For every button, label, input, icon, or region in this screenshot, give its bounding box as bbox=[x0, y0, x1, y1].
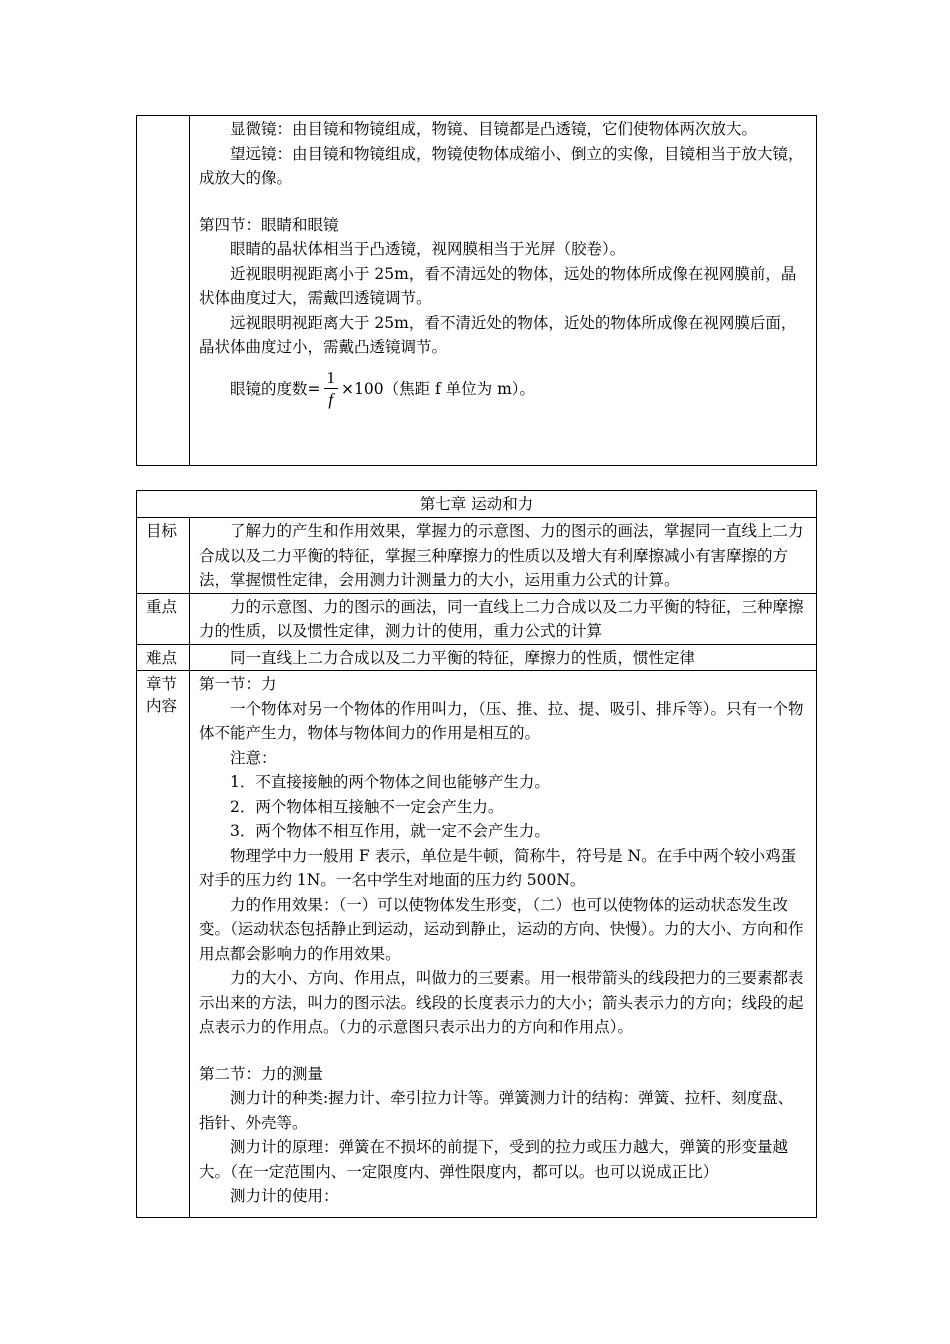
formula-denominator: f bbox=[328, 389, 334, 409]
goal-text: 了解力的产生和作用效果，掌握力的示意图、力的图示的画法，掌握同一直线上二力合成以及二力平衡的特征，掌握三种摩擦力的性质以及增大有利摩擦减小有害摩擦的方法，掌握惯性定律，会用测力计测量力的大小，运用重力公式的计算。 bbox=[199, 522, 804, 589]
paragraph: 眼睛的晶状体相当于凸透镜，视网膜相当于光屏（胶卷）。 bbox=[230, 240, 626, 258]
paragraph: 1．不直接接触的两个物体之间也能够产生力。 bbox=[230, 773, 550, 791]
optics-label-cell bbox=[137, 116, 190, 465]
paragraph: 力的作用效果：（一）可以使物体发生形变，（二）也可以使物体的运动状态发生改变。（运动状态包括静止到运动，运动到静止，运动的方向、快慢）。力的大小、方向和作用点都会影响力的作用效果。 bbox=[199, 895, 804, 963]
optics-row bbox=[137, 116, 816, 465]
hard-text: 同一直线上二力合成以及二力平衡的特征，摩擦力的性质，惯性定律 bbox=[230, 648, 696, 667]
paragraph: 远视眼明视距离大于 25m，看不清近处的物体，近处的物体所成像在视网膜后面，晶状体曲度过小，需戴凸透镜调节。 bbox=[199, 313, 797, 356]
paragraph: 测力计的种类:握力计、牵引拉力计等。弹簧测力计的结构：弹簧、拉杆、刻度盘、指针、外壳等。 bbox=[199, 1089, 794, 1132]
blank-line bbox=[199, 1040, 808, 1062]
goal-content bbox=[190, 518, 816, 593]
hard-label: 难点 bbox=[137, 645, 190, 671]
paragraph: 测力计的使用： bbox=[230, 1187, 339, 1205]
goal-label: 目标 bbox=[137, 518, 190, 593]
goal-row bbox=[137, 518, 816, 593]
paragraph: 力的大小、方向、作用点，叫做力的三要素。用一根带箭头的线段把力的三要素都表示出来的方法，叫力的图示法。线段的长度表示力的大小；箭头表示力的方向；线段的起点表示力的作用点。（力的示意图只表示出力的方向和作用点）。 bbox=[199, 969, 804, 1036]
paragraph: 测力计的原理：弹簧在不损坏的前提下，受到的拉力或压力越大，弹簧的形变量越大。（在一定范围内、一定限度内、弹性限度内，都可以。也可以说成正比） bbox=[199, 1138, 789, 1181]
blank-line bbox=[199, 191, 808, 213]
hard-row bbox=[137, 644, 816, 671]
key-row bbox=[137, 593, 816, 644]
paragraph: 注意： bbox=[230, 748, 277, 767]
formula-prefix: 眼镜的度数= bbox=[230, 379, 321, 398]
paragraph: 一个物体对另一个物体的作用叫力，（压、推、拉、提、吸引、排斥等）。只有一个物体不能产生力，物体与物体间力的作用是相互的。 bbox=[199, 699, 804, 742]
key-text: 力的示意图、力的图示的画法，同一直线上二力合成以及二力平衡的特征，三种摩擦力的性质，以及惯性定律，测力计的使用，重力公式的计算 bbox=[199, 597, 804, 640]
section-content bbox=[190, 671, 816, 1217]
section-heading: 第二节：力的测量 bbox=[199, 1064, 324, 1083]
formula-numerator: 1 bbox=[324, 368, 339, 389]
paragraph: 3．两个物体不相互作用，就一定不会产生力。 bbox=[230, 822, 550, 840]
key-content bbox=[190, 594, 816, 644]
chapter-title: 第七章 运动和力 bbox=[137, 491, 816, 518]
paragraph: 近视眼明视距离小于 25m，看不清远处的物体，远处的物体所成像在视网膜前，晶状体曲度过大，需戴凹透镜调节。 bbox=[199, 264, 797, 307]
chapter7-table bbox=[136, 490, 817, 1218]
section-heading: 第一节：力 bbox=[199, 675, 277, 693]
paragraph: 物理学中力一般用 F 表示，单位是牛顿，简称牛，符号是 N。在手中两个较小鸡蛋对手的压力约 1N。一名中学生对地面的压力约 500N。 bbox=[199, 846, 797, 889]
paragraph: 显微镜：由目镜和物镜组成，物镜、目镜都是凸透镜，它们使物体两次放大。 bbox=[230, 120, 758, 138]
content-row bbox=[137, 670, 816, 1217]
formula-suffix: ×100（焦距 f 单位为 m）。 bbox=[341, 379, 536, 398]
hard-content bbox=[190, 645, 816, 671]
paragraph: 2．两个物体相互接触不一定会产生力。 bbox=[230, 797, 504, 816]
optics-table bbox=[136, 115, 817, 466]
section-heading: 第四节：眼睛和眼镜 bbox=[199, 215, 339, 234]
content-label: 章节内容 bbox=[137, 671, 190, 1217]
lens-power-formula bbox=[199, 368, 808, 411]
key-label: 重点 bbox=[137, 594, 190, 644]
optics-content-cell bbox=[190, 116, 816, 465]
formula-fraction bbox=[324, 368, 339, 411]
paragraph: 望远镜：由目镜和物镜组成，物镜使物体成缩小、倒立的实像，目镜相当于放大镜，成放大的像。 bbox=[199, 144, 804, 187]
